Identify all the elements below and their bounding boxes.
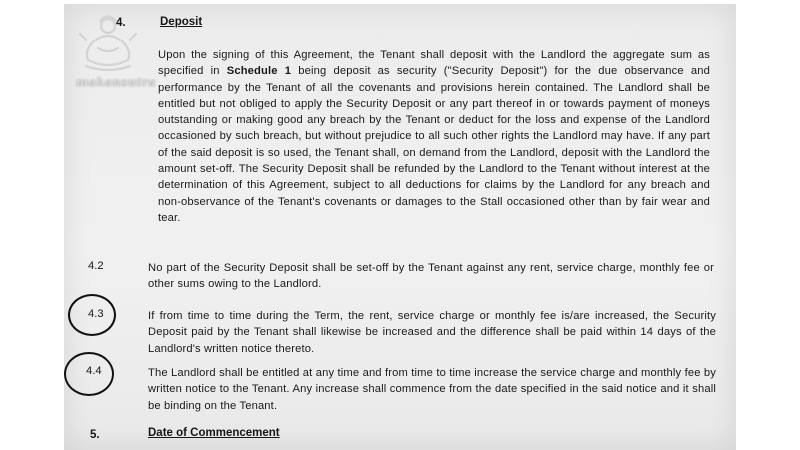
clause-4-1-paragraph (158, 47, 710, 226)
clause-number: 4.4 (86, 365, 102, 377)
clause-4-2-text: No part of the Security Deposit shall be set-off by the Tenant against any rent, service charge, monthly fee or other sums owing to the Landlord. (148, 262, 714, 291)
schedule-reference: Schedule 1 (226, 65, 292, 78)
clause-4-1-text-start: Upon the signing of this Agreement, the Tenant shall deposit with the Landlord the aggregate sum as specified in (158, 49, 710, 78)
brand-wordmark: makansutra (76, 75, 157, 89)
clause-number: 4.2 (88, 260, 104, 272)
section-number: 4. (116, 17, 126, 29)
section-title: Deposit (160, 16, 203, 28)
section-title: Date of Commencement (148, 427, 280, 439)
clause-4-4-text: The Landlord shall be entitled at any time and from time to time increase the service charge and monthly fee by written notice to the Tenant. Any increase shall commence from the date specified in the said notice and it shall be binding on the Tenant. (148, 367, 716, 412)
document-page (64, 4, 736, 450)
clause-number: 4.3 (88, 308, 104, 320)
section-number: 5. (90, 429, 100, 441)
makansutra-logo (72, 10, 157, 89)
clause-4-1-text-rest: being deposit as security ("Security Deposit") for the due observance and performance by the Tenant of all the covenants and provisions herein contained. The Landlord shall be entitled but not obliged to apply the Security Deposit or any part thereof in or towards payment of moneys outstanding or making good any breach by the Tenant or deduct for the loss and expense of the Landlord occasioned by such breach, but without prejudice to all such other rights the Landlord may have. If any part of the said deposit is so used, the Tenant shall, on demand from the Landlord, deposit with the Landlord the amount set-off. The Security Deposit shall be refunded by the Landlord to the Tenant without interest at the determination of this Agreement, subject to all deductions for claims by the Landlord for any breach and non-observance of the Tenant's covenants or damages to the Stall occasioned other than by fair wear and tear. (158, 65, 711, 224)
chef-figure-icon (72, 10, 144, 76)
clause-4-3-text: If from time to time during the Term, the rent, service charge or monthly fee is/are increased, the Security Deposit paid by the Tenant shall likewise be increased and the difference shall be paid within 14 days of the Landlord's written notice thereto. (148, 310, 716, 355)
